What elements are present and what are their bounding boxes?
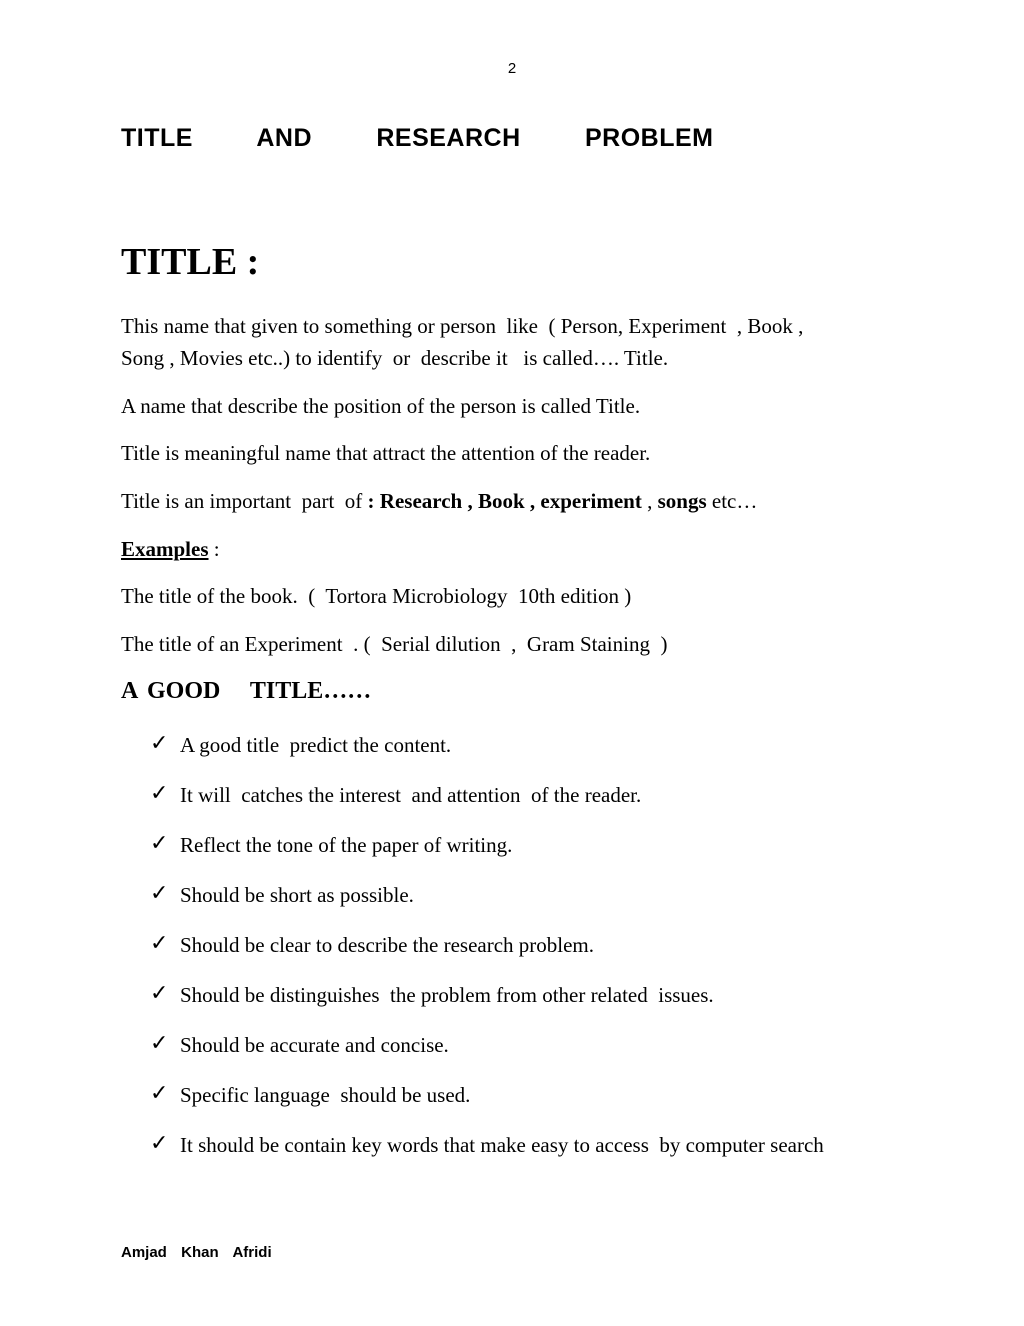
checkmark-icon: ✓ (150, 1081, 169, 1106)
good-title-heading: A GOOD TITLE…… (121, 678, 372, 704)
checkmark-icon: ✓ (150, 831, 169, 856)
examples-label (121, 533, 220, 565)
example-item: The title of an Experiment . ( Serial dilution , Gram Staining ) (121, 632, 668, 656)
checklist-item-text: Should be clear to describe the research problem. (180, 933, 595, 957)
checkmark-icon: ✓ (150, 881, 169, 906)
definition-paragraph (121, 310, 803, 374)
checklist-item-text: Reflect the tone of the paper of writing. (180, 833, 513, 857)
checklist-item-text: Should be distinguishes the problem from other related issues. (180, 983, 714, 1007)
checklist-item (150, 928, 824, 978)
examples-label-text: Examples (121, 537, 209, 561)
meaning-paragraph: Title is meaningful name that attract the attention of the reader. (121, 441, 651, 465)
example-item: The title of the book. ( Tortora Microbiology 10th edition ) (121, 584, 632, 608)
examples-label-colon: : (208, 537, 220, 561)
definition-line-2: Song , Movies etc..) to identify or describe it is called…. Title. (121, 346, 669, 370)
importance-separator: , (641, 489, 658, 513)
position-paragraph: A name that describe the position of the person is called Title. (121, 394, 641, 418)
footer-author: Amjad Khan Afridi (121, 1244, 272, 1261)
importance-suffix: etc… (706, 489, 758, 513)
checklist-item (150, 978, 824, 1028)
checkmark-icon: ✓ (150, 731, 169, 756)
importance-bold-items: : Research , Book , experiment (367, 489, 642, 513)
checklist-item (150, 1028, 824, 1078)
importance-bold-songs: songs (657, 489, 707, 513)
checklist-item-text: Specific language should be used. (180, 1083, 471, 1107)
checklist-item-text: Should be short as possible. (180, 883, 414, 907)
importance-paragraph (121, 485, 757, 517)
checkmark-icon: ✓ (150, 1031, 169, 1056)
checkmark-icon: ✓ (150, 931, 169, 956)
checklist-item (150, 778, 824, 828)
page-number: 2 (507, 60, 517, 77)
checklist-item (150, 1078, 824, 1128)
checklist-item (150, 1128, 824, 1178)
checklist-item-text: A good title predict the content. (180, 733, 452, 757)
checklist-item-text: It should be contain key words that make easy to access by computer search (180, 1133, 824, 1157)
checklist-item-text: It will catches the interest and attention of the reader. (180, 783, 642, 807)
checklist-item-text: Should be accurate and concise. (180, 1033, 449, 1057)
importance-prefix: Title is an important part of (121, 489, 368, 513)
checkmark-icon: ✓ (150, 1131, 169, 1156)
section-heading: TITLE AND RESEARCH PROBLEM (121, 124, 714, 152)
checkmark-icon: ✓ (150, 981, 169, 1006)
checklist-item (150, 728, 824, 778)
checklist-item (150, 878, 824, 928)
title-heading: TITLE : (121, 241, 260, 283)
checkmark-icon: ✓ (150, 781, 169, 806)
definition-line-1: This name that given to something or person like ( Person, Experiment , Book , (121, 314, 804, 338)
good-title-checklist (150, 728, 824, 1178)
checklist-item (150, 828, 824, 878)
